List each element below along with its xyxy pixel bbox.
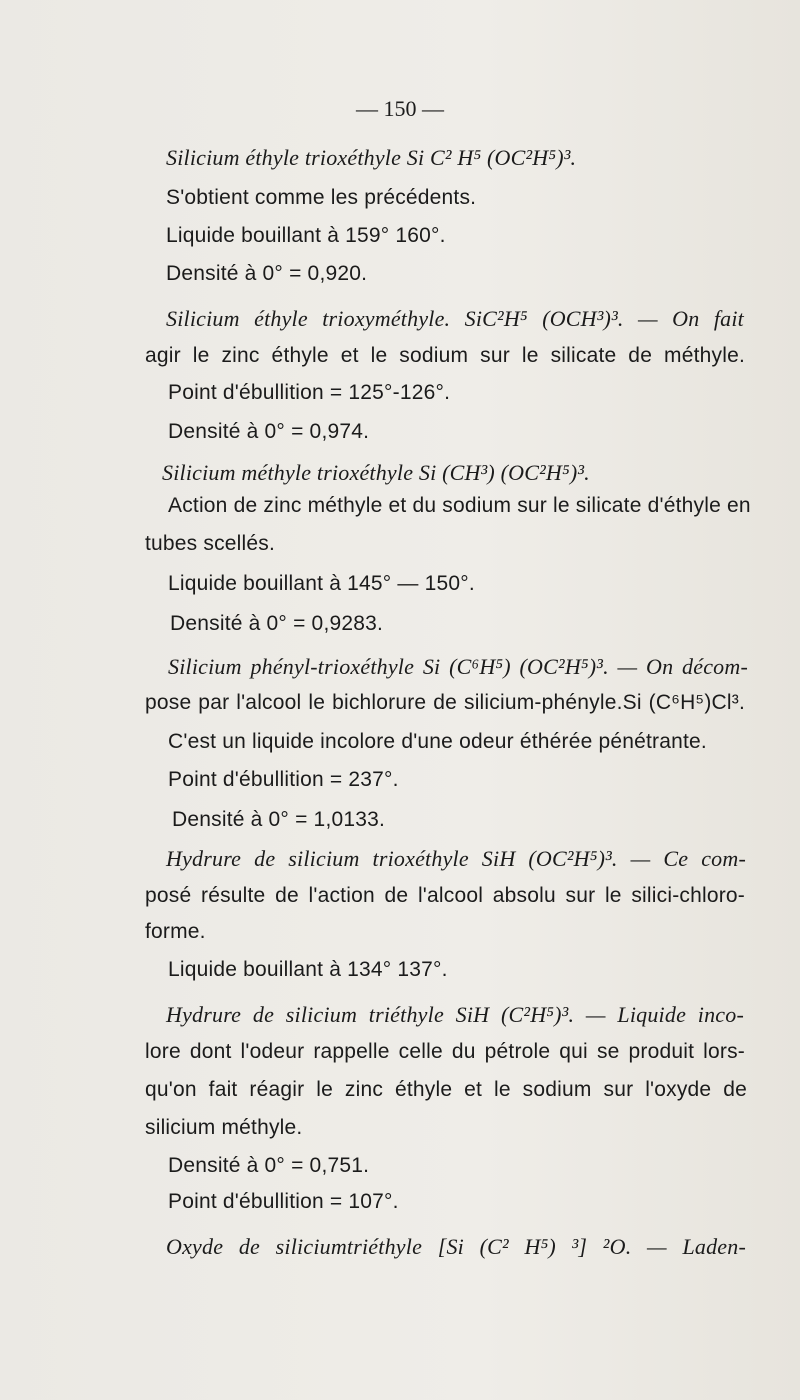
text-line: C'est un liquide incolore d'une odeur éthérée pénétrante. (168, 730, 707, 753)
text-line: tubes scellés. (145, 532, 276, 555)
text-line: agir le zinc éthyle et le sodium sur le silicate de méthyle. (145, 344, 745, 367)
text-line: pose par l'alcool le bichlorure de silicium-phényle.Si (C⁶H⁵)Cl³. (145, 691, 745, 714)
text-line: Point d'ébullition = 125°-126°. (168, 381, 451, 404)
text-line: Densité à 0° = 0,751. (168, 1154, 370, 1177)
text-line: Densité à 0° = 0,974. (168, 420, 370, 443)
compound-heading-line: Silicium méthyle trioxéthyle Si (CH³) (OC²H⁵)³. (162, 460, 590, 485)
compound-heading-line: Oxyde de siliciumtriéthyle [Si (C² H⁵) ³] ²O. — Laden- (166, 1234, 746, 1259)
compound-heading-line: Hydrure de silicium trioxéthyle SiH (OC²H⁵)³. — Ce com- (166, 846, 746, 871)
text-line: Densité à 0° = 1,0133. (172, 808, 386, 831)
text-line: S'obtient comme les précédents. (166, 186, 477, 209)
text-line: posé résulte de l'action de l'alcool absolu sur le silici-chloro- (145, 884, 745, 907)
text-line: Liquide bouillant à 159° 160°. (166, 224, 446, 247)
compound-heading-line: Hydrure de silicium triéthyle SiH (C²H⁵)³. — Liquide inco- (166, 1002, 744, 1027)
text-line: lore dont l'odeur rappelle celle du pétrole qui se produit lors- (145, 1040, 745, 1063)
text-line: Densité à 0° = 0,920. (166, 262, 368, 285)
page-number: — 150 — (356, 96, 444, 121)
text-line: Liquide bouillant à 134° 137°. (168, 958, 448, 981)
text-line: forme. (145, 920, 206, 943)
text-line: Point d'ébullition = 107°. (168, 1190, 399, 1213)
text-line: qu'on fait réagir le zinc éthyle et le sodium sur l'oxyde de (145, 1078, 747, 1101)
text-line: Action de zinc méthyle et du sodium sur le silicate d'éthyle en (168, 494, 751, 517)
text-line: silicium méthyle. (145, 1116, 303, 1139)
compound-heading-line: Silicium phényl-trioxéthyle Si (C⁶H⁵) (OC²H⁵)³. — On décom- (168, 654, 748, 679)
compound-heading-line: Silicium éthyle trioxéthyle Si C² H⁵ (OC²H⁵)³. (166, 145, 577, 170)
text-line: Densité à 0° = 0,9283. (170, 612, 384, 635)
text-line: Liquide bouillant à 145° — 150°. (168, 572, 475, 595)
compound-heading-line: Silicium éthyle trioxyméthyle. SiC²H⁵ (OCH³)³. — On fait (166, 306, 744, 331)
text-line: Point d'ébullition = 237°. (168, 768, 399, 791)
